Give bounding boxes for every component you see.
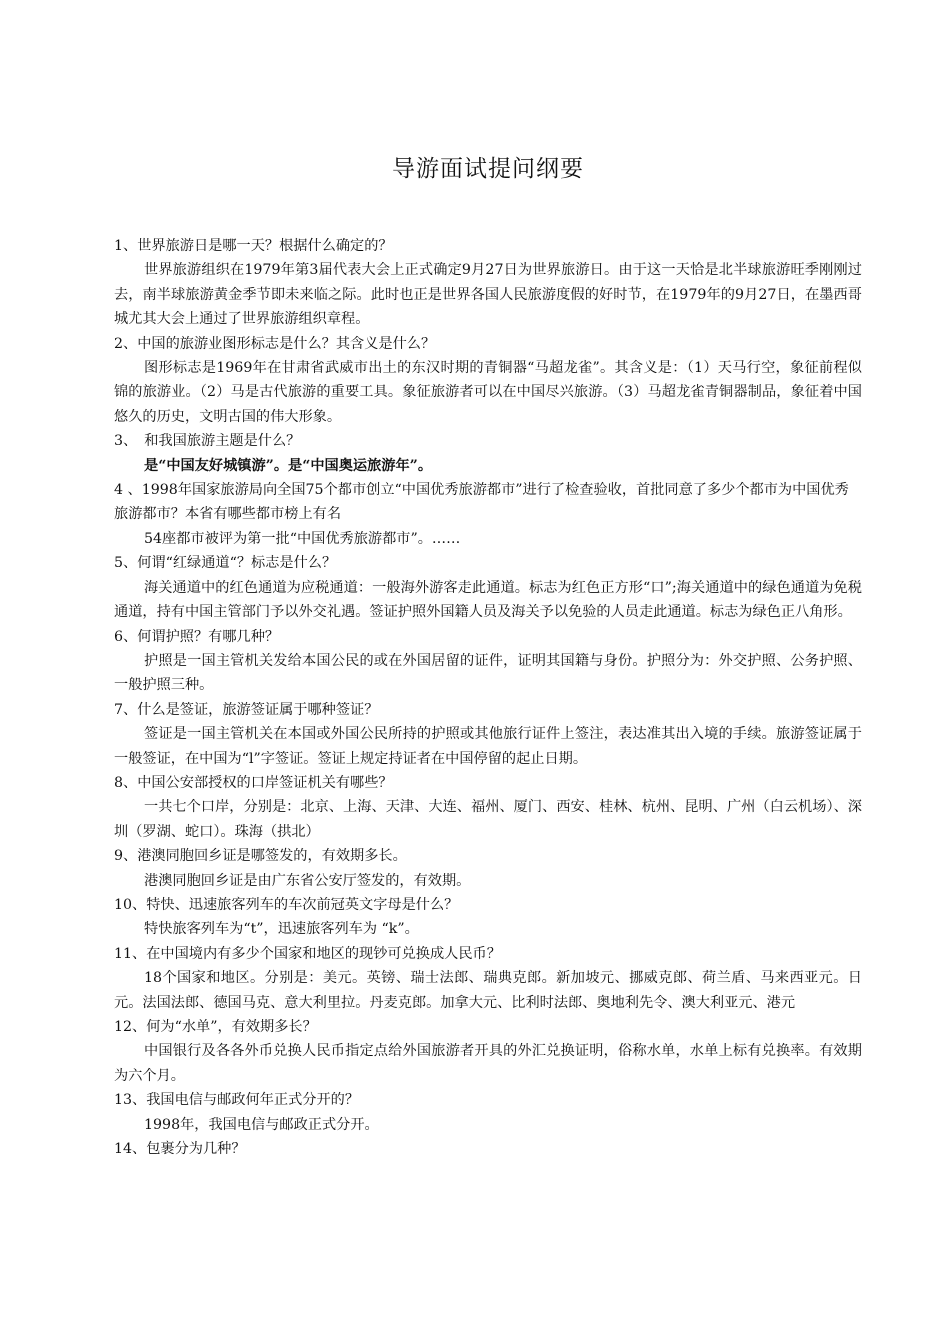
question-line: 8、中国公安部授权的口岸签证机关有哪些？ bbox=[114, 774, 393, 791]
answer-paragraph: 海关通道中的红色通道为应税通道：一般海外游客走此通道。标志为红色正方形“口”;海关通道中的绿色通道为免税通道，持有中国主管部门予以外交礼遇。签证护照外国籍人员及海关予以免验的人员走此通道。标志为绿色正八角形。 bbox=[114, 579, 862, 621]
answer-paragraph: 护照是一国主管机关发给本国公民的或在外国居留的证件，证明其国籍与身份。护照分为：外交护照、公务护照、一般护照三种。 bbox=[114, 652, 862, 694]
question-line: 9、港澳同胞回乡证是哪签发的，有效期多长。 bbox=[114, 848, 407, 865]
answer-paragraph: 1998年，我国电信与邮政正式分开。 bbox=[144, 1116, 379, 1133]
question-line: 10、特快、迅速旅客列车的车次前冠英文字母是什么？ bbox=[114, 896, 459, 913]
answer-paragraph: 图形标志是1969年在甘肃省武威市出土的东汉时期的青铜器“马超龙雀”。其含义是：（1）天马行空，象征前程似锦的旅游业。（2）马是古代旅游的重要工具。象征旅游者可以在中国尽兴旅游。（3）马超龙雀青铜器制品，象征着中国悠久的历史，文明古国的伟大形象。 bbox=[114, 360, 862, 425]
answer-paragraph: 中国银行及各各外币兑换人民币指定点给外国旅游者开具的外汇兑换证明，俗称水单，水单上标有兑换率。有效期为六个月。 bbox=[114, 1043, 862, 1084]
question-line: 4 、1998年国家旅游局向全国75个都市创立“中国优秀旅游都市”进行了检查验收，首批同意了多少个都市为中国优秀旅游都市？本省有哪些都市榜上有名 bbox=[114, 482, 849, 523]
answer-paragraph: 一共七个口岸，分别是：北京、上海、天津、大连、福州、厦门、西安、桂林、杭州、昆明、广州（白云机场）、深圳（罗湖、蛇口）。珠海（拱北） bbox=[114, 799, 862, 840]
question-line: 1、世界旅游日是哪一天？根据什么确定的？ bbox=[114, 238, 393, 254]
question-line: 12、何为“水单”，有效期多长？ bbox=[114, 1019, 317, 1035]
answer-paragraph: 签证是一国主管机关在本国或外国公民所持的护照或其他旅行证件上签注，表达准其出入境的手续。旅游签证属于一般签证，在中国为“l”字签证。签证上规定持证者在中国停留的起止日期。 bbox=[114, 726, 862, 767]
question-line: 6、何谓护照？有哪几种？ bbox=[114, 628, 280, 645]
answer-paragraph: 是“中国友好城镇游”。是“中国奥运旅游年”。 bbox=[144, 457, 433, 474]
question-line: 3、 和我国旅游主题是什么？ bbox=[114, 433, 301, 450]
answer-paragraph: 特快旅客列车为“t”，迅速旅客列车为 “k”。 bbox=[144, 921, 419, 938]
question-line: 5、何谓“红绿通道“？标志是什么？ bbox=[114, 555, 337, 572]
question-line: 2、中国的旅游业图形标志是什么？其含义是什么？ bbox=[114, 335, 436, 352]
answer-paragraph: 港澳同胞回乡证是由广东省公安厅签发的，有效期。 bbox=[144, 872, 471, 889]
answer-paragraph: 世界旅游组织在1979年第3届代表大会上正式确定9月27日为世界旅游日。由于这一天恰是北半球旅游旺季刚刚过去，南半球旅游黄金季节即未来临之际。此时也正是世界各国人民旅游度假的好时节，在1979年的9月27日，在墨西哥城尤其大会上通过了世界旅游组织章程。 bbox=[114, 262, 862, 328]
answer-paragraph: 18个国家和地区。分别是：美元。英镑、瑞士法郎、瑞典克郎。新加坡元、挪威克郎、荷兰盾、马来西亚元。日元。法国法郎、德国马克、意大利里拉。丹麦克郎。加拿大元、比利时法郎、奥地利先令、澳大利亚元、港元 bbox=[114, 970, 862, 1011]
document-body bbox=[114, 234, 862, 1161]
question-line: 7、什么是签证，旅游签证属于哪种签证？ bbox=[114, 701, 379, 718]
question-line: 11、在中国境内有多少个国家和地区的现钞可兑换成人民币？ bbox=[114, 945, 501, 962]
answer-paragraph: 54座都市被评为第一批“中国优秀旅游都市”。…… bbox=[144, 530, 461, 547]
document-title: 导游面试提问纲要 bbox=[392, 156, 584, 182]
question-line: 13、我国电信与邮政何年正式分开的？ bbox=[114, 1092, 360, 1109]
question-line: 14、包裹分为几种？ bbox=[114, 1141, 246, 1158]
